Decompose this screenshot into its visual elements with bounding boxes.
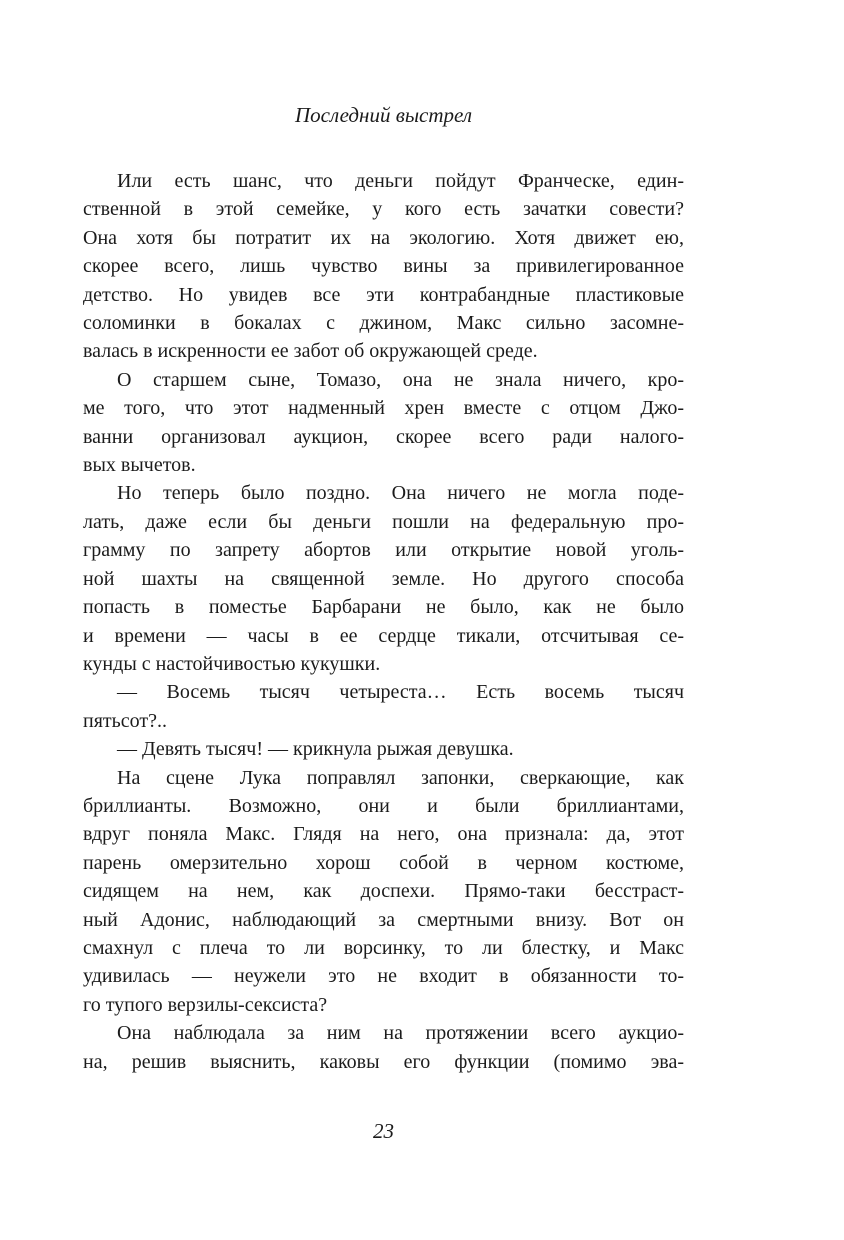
text-line: ной шахты на священной земле. Но другого способа: [83, 567, 684, 590]
text-line: Она наблюдала за ним на протяжении всего аукцио-: [117, 1022, 684, 1045]
text-line: Или есть шанс, что деньги пойдут Франческе, един-: [117, 170, 684, 192]
text-line: скорее всего, лишь чувство вины за привилегированное: [83, 255, 684, 278]
text-line: Она хотя бы потратит их на экологию. Хотя движет ею,: [83, 226, 684, 249]
text-line: На сцене Лука поправлял запонки, сверкающие, как: [117, 766, 684, 789]
text-line: ме того, что этот надменный хрен вместе с отцом Джо-: [83, 397, 684, 420]
text-line: вдруг поняла Макс. Глядя на него, она признала: да, этот: [83, 823, 684, 846]
text-line: пятьсот?..: [83, 709, 167, 732]
text-line: бриллианты. Возможно, они и были бриллиантами,: [83, 794, 684, 817]
text-line: ственной в этой семейке, у кого есть зачатки совести?: [83, 198, 684, 221]
text-line: валась в искренности ее забот об окружающей среде.: [83, 340, 538, 363]
text-line: кунды с настойчивостью кукушки.: [83, 652, 381, 675]
text-line: грамму по запрету абортов или открытие новой уголь-: [83, 539, 684, 562]
page-number: 23: [373, 1119, 394, 1143]
body-text: [83, 167, 684, 1076]
text-line: го тупого верзилы-сексиста?: [83, 993, 328, 1016]
text-line: — Девять тысяч! — крикнула рыжая девушка.: [117, 738, 514, 761]
text-line: вых вычетов.: [83, 454, 196, 477]
running-header: Последний выстрел: [294, 103, 473, 127]
text-line: — Восемь тысяч четыреста… Есть восемь тысяч: [117, 681, 684, 704]
text-line: соломинки в бокалах с джином, Макс сильно засомне-: [83, 312, 684, 335]
text-line: сидящем на нем, как доспехи. Прямо-таки бесстраст-: [83, 880, 684, 903]
text-line: лать, даже если бы деньги пошли на федеральную про-: [83, 510, 684, 533]
text-line: детство. Но увидев все эти контрабандные пластиковые: [83, 283, 684, 306]
text-line: ванни организовал аукцион, скорее всего ради налого-: [83, 425, 684, 448]
text-line: Но теперь было поздно. Она ничего не могла поде-: [117, 482, 684, 505]
text-line: попасть в поместье Барбарани не было, как не было: [83, 596, 684, 619]
text-line: на, решив выяснить, каковы его функции (помимо эва-: [83, 1050, 684, 1073]
text-line: ный Адонис, наблюдающий за смертными внизу. Вот он: [83, 908, 684, 931]
text-line: и времени — часы в ее сердце тикали, отсчитывая се-: [83, 624, 684, 647]
text-line: О старшем сыне, Томазо, она не знала ничего, кро-: [117, 368, 684, 391]
text-line: удивилась — неужели это не входит в обязанности то-: [83, 965, 684, 988]
text-line: парень омерзительно хорош собой в черном костюме,: [83, 851, 684, 874]
text-line: смахнул с плеча то ли ворсинку, то ли блестку, и Макс: [83, 936, 684, 959]
